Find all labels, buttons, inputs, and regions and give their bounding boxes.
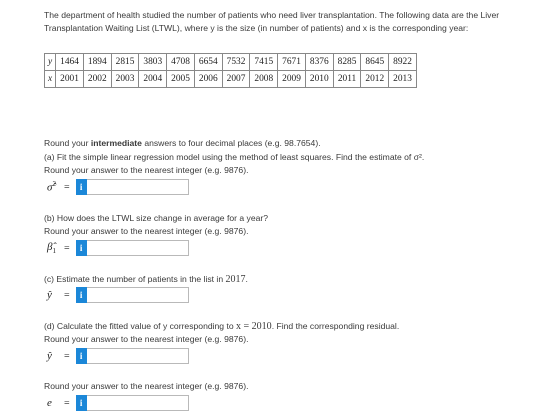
equals-sign: = xyxy=(64,181,70,193)
part-a-question: (a) Fit the simple linear regression model using the method of least squares. Find the estimate of σ². xyxy=(44,152,425,162)
table-cell: 2815 xyxy=(111,54,139,71)
beta-hat-symbol: $\betâ_1$ xyxy=(47,240,56,256)
y-hat-symbol: ŷ xyxy=(47,350,52,362)
table-cell: 8285 xyxy=(333,54,361,71)
table-cell: 1464 xyxy=(56,54,84,71)
table-cell: 8376 xyxy=(305,54,333,71)
table-cell: 2013 xyxy=(389,71,417,88)
table-cell: 7532 xyxy=(222,54,250,71)
intermediate-emphasis: intermediate xyxy=(90,138,142,148)
equals-sign: = xyxy=(64,242,70,254)
beta1-input[interactable] xyxy=(87,240,189,256)
equals-sign: = xyxy=(64,350,70,362)
part-d-answer-row xyxy=(47,347,189,365)
problem-intro: The department of health studied the number of patients who need liver transplantation. The following data are the Liver Transplantation Waiting List (LTWL), where y is the size (in number of patients) and x is the corresponding year: xyxy=(44,10,500,33)
part-d-round: Round your answer to the nearest integer (e.g. 9876). xyxy=(44,334,249,344)
info-icon[interactable]: i xyxy=(76,179,87,195)
part-a-round: Round your answer to the nearest integer (e.g. 9876). xyxy=(44,165,249,175)
data-table xyxy=(44,53,417,88)
table-cell: 8922 xyxy=(389,54,417,71)
fitted-value-input[interactable] xyxy=(87,348,189,364)
table-cell: 2002 xyxy=(83,71,111,88)
table-cell: 2006 xyxy=(194,71,222,88)
info-icon[interactable]: i xyxy=(76,287,87,303)
table-cell: 6654 xyxy=(194,54,222,71)
part-d-question: (d) Calculate the fitted value of y corresponding to x = 2010. Find the corresponding residual. xyxy=(44,321,400,332)
sigma-hat-symbol: σ̂$^2$ xyxy=(47,180,56,194)
info-icon[interactable]: i xyxy=(76,395,87,411)
rounding-instruction: Round your intermediate answers to four decimal places (e.g. 98.7654). xyxy=(44,138,321,148)
row-header-x: x xyxy=(45,71,56,88)
residual-input[interactable] xyxy=(87,395,189,411)
part-a-answer-row xyxy=(47,178,189,196)
estimate-2017-input[interactable] xyxy=(87,287,189,303)
table-cell: 7671 xyxy=(278,54,306,71)
sigma-squared-input[interactable] xyxy=(87,179,189,195)
table-cell: 2012 xyxy=(361,71,389,88)
part-c-question: (c) Estimate the number of patients in the list in 2017. xyxy=(44,274,248,285)
table-cell: 4708 xyxy=(167,54,195,71)
part-e-round: Round your answer to the nearest integer (e.g. 9876). xyxy=(44,381,249,391)
table-cell: 2008 xyxy=(250,71,278,88)
table-cell: 2009 xyxy=(278,71,306,88)
part-c-answer-row xyxy=(47,286,189,304)
part-b-round: Round your answer to the nearest integer (e.g. 9876). xyxy=(44,226,249,236)
table-row-y xyxy=(45,54,417,71)
table-cell: 2011 xyxy=(333,71,361,88)
table-cell: 2001 xyxy=(56,71,84,88)
info-icon[interactable]: i xyxy=(76,240,87,256)
info-icon[interactable]: i xyxy=(76,348,87,364)
equals-sign: = xyxy=(64,397,70,409)
table-cell: 8645 xyxy=(361,54,389,71)
table-cell: 2005 xyxy=(167,71,195,88)
table-cell: 2007 xyxy=(222,71,250,88)
y-hat-symbol: ŷ xyxy=(47,289,52,301)
part-b-question: (b) How does the LTWL size change in average for a year? xyxy=(44,213,269,223)
residual-answer-row xyxy=(47,394,189,412)
table-cell: 3803 xyxy=(139,54,167,71)
part-b-answer-row xyxy=(47,239,189,257)
table-cell: 7415 xyxy=(250,54,278,71)
e-symbol: e xyxy=(47,397,52,409)
row-header-y: y xyxy=(45,54,56,71)
table-cell: 2004 xyxy=(139,71,167,88)
table-cell: 2003 xyxy=(111,71,139,88)
table-cell: 2010 xyxy=(305,71,333,88)
equals-sign: = xyxy=(64,289,70,301)
table-cell: 1894 xyxy=(83,54,111,71)
table-row-x xyxy=(45,71,417,88)
